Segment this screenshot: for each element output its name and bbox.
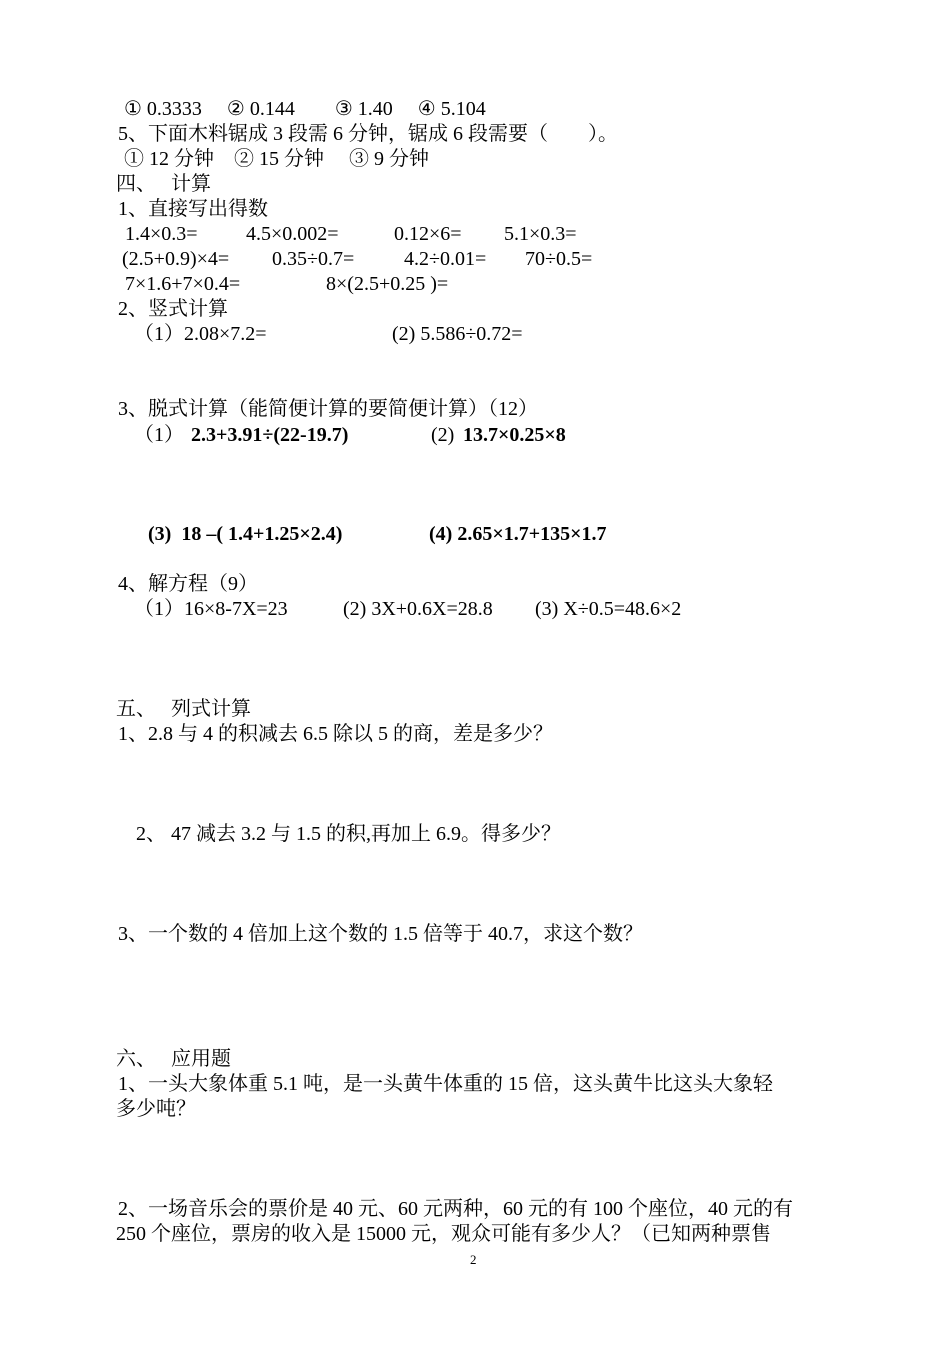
direct-calc-item: 70÷0.5=: [525, 248, 593, 270]
direct-calc-item: 4.5×0.002=: [246, 223, 339, 245]
step-calc-label: （1）: [134, 424, 184, 446]
direct-calc-item: 8×(2.5+0.25 )=: [326, 273, 449, 295]
application-question: 1、一头大象体重 5.1 吨，是一头黄牛体重的 15 倍，这头黄牛比这头大象轻: [118, 1073, 773, 1095]
vertical-calc-title: 2、竖式计算: [118, 298, 228, 320]
direct-calc-item: 0.35÷0.7=: [272, 248, 355, 270]
vertical-calc-item: （1）2.08×7.2=: [134, 323, 267, 345]
step-calc-label: (2): [431, 424, 455, 446]
page-number: 2: [470, 1252, 477, 1267]
direct-calc-item: 4.2÷0.01=: [404, 248, 487, 270]
direct-calc-item: 0.12×6=: [394, 223, 462, 245]
step-calc-expression: (3) 18 –( 1.4+1.25×2.4): [148, 523, 343, 545]
word-calc-question: 1、2.8 与 4 的积减去 6.5 除以 5 的商，差是多少？: [118, 723, 553, 745]
vertical-calc-item: (2) 5.586÷0.72=: [392, 323, 523, 345]
application-question: 250 个座位，票房的收入是 15000 元，观众可能有多少人？（已知两种票售: [116, 1223, 771, 1245]
direct-calc-item: 5.1×0.3=: [504, 223, 577, 245]
direct-calc-item: (2.5+0.9)×4=: [122, 248, 230, 270]
equations-title: 4、解方程（9）: [118, 573, 258, 595]
section5-heading: 五、 列式计算: [116, 698, 251, 720]
equation-item: (3) X÷0.5=48.6×2: [535, 598, 682, 620]
equation-item: （1）16×8-7X=23: [134, 598, 288, 620]
word-calc-question: 2、 47 减去 3.2 与 1.5 的积,再加上 6.9。得多少？: [136, 823, 561, 845]
q4-options: ① 0.3333 ② 0.144 ③ 1.40 ④ 5.104: [124, 98, 486, 120]
step-calc-title: 3、脱式计算（能简便计算的要简便计算）（12）: [118, 398, 538, 420]
section4-heading: 四、 计算: [116, 173, 211, 195]
equation-item: (2) 3X+0.6X=28.8: [343, 598, 493, 620]
q5-options: ① 12 分钟 ② 15 分钟 ③ 9 分钟: [124, 148, 429, 170]
step-calc-expression: 2.3+3.91÷(22-19.7): [191, 424, 349, 446]
section6-heading: 六、 应用题: [116, 1048, 231, 1070]
direct-calc-item: 7×1.6+7×0.4=: [125, 273, 241, 295]
application-question: 多少吨？: [116, 1098, 196, 1120]
step-calc-expression: 13.7×0.25×8: [463, 424, 566, 446]
direct-calc-title: 1、直接写出得数: [118, 198, 268, 220]
application-question: 2、一场音乐会的票价是 40 元、60 元两种，60 元的有 100 个座位，40 元的有: [118, 1198, 793, 1220]
word-calc-question: 3、一个数的 4 倍加上这个数的 1.5 倍等于 40.7，求这个数？: [118, 923, 643, 945]
q5-question: 5、下面木料锯成 3 段需 6 分钟，锯成 6 段需要（ ）。: [118, 123, 618, 145]
step-calc-expression: (4) 2.65×1.7+135×1.7: [429, 523, 607, 545]
direct-calc-item: 1.4×0.3=: [125, 223, 198, 245]
